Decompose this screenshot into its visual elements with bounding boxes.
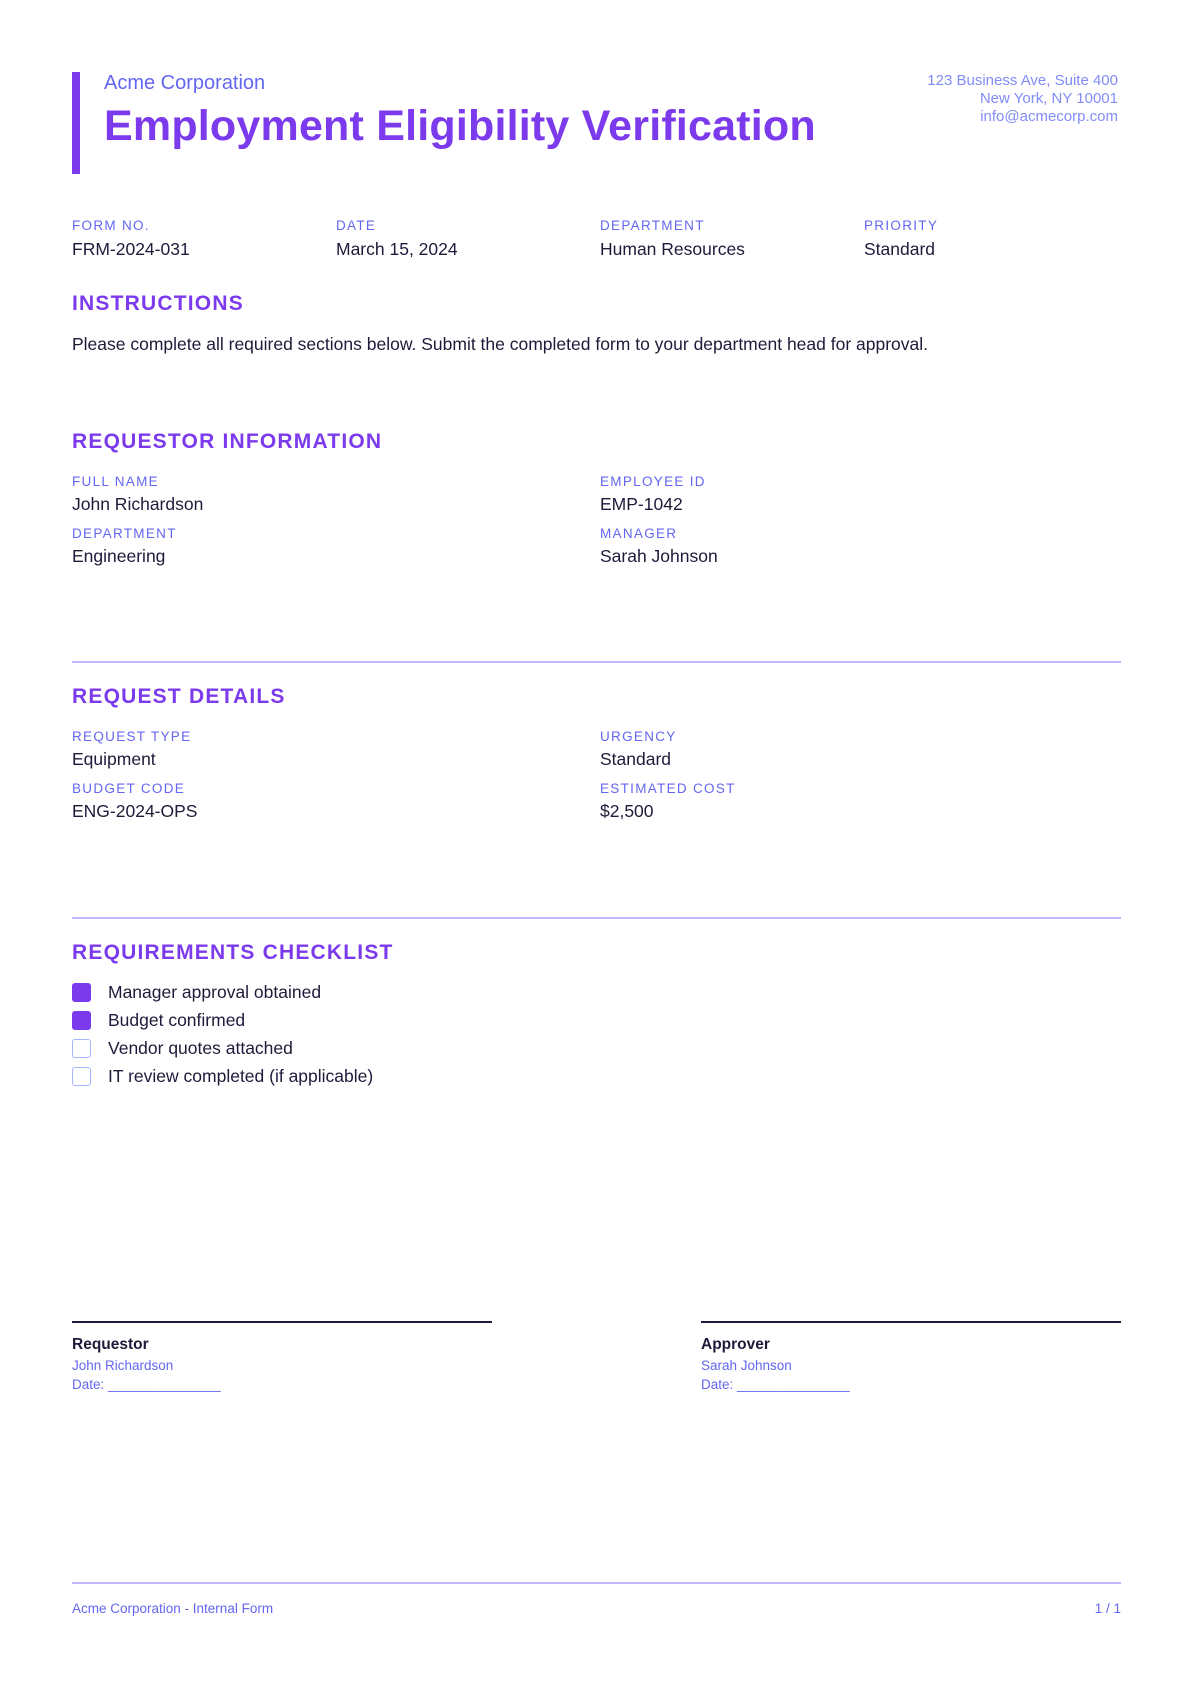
address-line-1: 123 Business Ave, Suite 400 (927, 72, 1118, 89)
meta-form-no (72, 218, 190, 260)
instructions-text: Please complete all required sections below. Submit the completed form to your department head for approval. (72, 334, 929, 354)
approver-signature-name: Sarah Johnson (701, 1358, 792, 1373)
priority-value: Standard (864, 239, 936, 259)
requestor-department-value: Engineering (72, 546, 166, 566)
meta-department-value: Human Resources (600, 239, 745, 259)
checklist-item[interactable] (72, 1062, 373, 1090)
manager-value: Sarah Johnson (600, 546, 718, 566)
instructions-heading: INSTRUCTIONS (72, 292, 244, 315)
full-name-label: FULL NAME (72, 474, 159, 489)
requestor-department-label: DEPARTMENT (72, 526, 177, 541)
address-line-2: New York, NY 10001 (979, 90, 1118, 107)
requestor-signature-date[interactable]: Date: _______________ (72, 1377, 221, 1392)
checkbox[interactable] (72, 1039, 91, 1058)
signature-line[interactable] (701, 1321, 1121, 1323)
request-details-heading: REQUEST DETAILS (72, 685, 286, 708)
approver-signature-role: Approver (701, 1336, 770, 1353)
request-type-label: REQUEST TYPE (72, 729, 192, 744)
employee-id-value: EMP-1042 (600, 494, 683, 514)
section-divider (72, 661, 1121, 663)
date-label: DATE (336, 218, 377, 233)
signature-line[interactable] (72, 1321, 492, 1323)
checklist-item-label: Manager approval obtained (108, 981, 322, 1002)
company-email[interactable]: info@acmecorp.com (980, 108, 1118, 125)
urgency-value: Standard (600, 749, 672, 769)
checklist-item[interactable] (72, 1006, 373, 1034)
requestor-signature-block (72, 1321, 492, 1392)
full-name-value: John Richardson (72, 494, 204, 514)
company-name: Acme Corporation (104, 72, 266, 94)
footer-text: Acme Corporation - Internal Form (72, 1601, 274, 1616)
requirements-checklist (72, 978, 373, 1090)
page-number: 1 / 1 (1094, 1601, 1121, 1616)
form-no-label: FORM NO. (72, 218, 150, 233)
date-value: March 15, 2024 (336, 239, 458, 259)
requestor-heading: REQUESTOR INFORMATION (72, 430, 383, 453)
checklist-heading: REQUIREMENTS CHECKLIST (72, 941, 394, 964)
full-name-field (72, 474, 203, 515)
checklist-item-label: Vendor quotes attached (108, 1037, 293, 1058)
urgency-field (600, 729, 677, 770)
employee-id-label: EMPLOYEE ID (600, 474, 706, 489)
estimated-cost-label: ESTIMATED COST (600, 781, 736, 796)
request-type-value: Equipment (72, 749, 156, 769)
meta-date (336, 218, 458, 260)
checkbox[interactable] (72, 983, 91, 1002)
document-title: Employment Eligibility Verification (104, 102, 816, 150)
approver-signature-date[interactable]: Date: _______________ (701, 1377, 850, 1392)
meta-priority (864, 218, 938, 260)
section-divider (72, 917, 1121, 919)
form-no-value: FRM-2024-031 (72, 239, 190, 259)
requestor-department-field (72, 526, 177, 567)
checklist-item-label: Budget confirmed (108, 1009, 246, 1030)
checklist-item[interactable] (72, 978, 373, 1006)
estimated-cost-value: $2,500 (600, 801, 654, 821)
budget-code-field (72, 781, 197, 822)
meta-department-label: DEPARTMENT (600, 218, 705, 233)
urgency-label: URGENCY (600, 729, 677, 744)
company-address (927, 72, 1118, 126)
request-type-field (72, 729, 191, 770)
checklist-item[interactable] (72, 1034, 373, 1062)
checkbox[interactable] (72, 1011, 91, 1030)
manager-field (600, 526, 718, 567)
manager-label: MANAGER (600, 526, 678, 541)
footer-divider (72, 1582, 1121, 1584)
header-accent-bar (72, 72, 80, 174)
meta-department (600, 218, 745, 260)
requestor-signature-name: John Richardson (72, 1358, 174, 1373)
checklist-item-label: IT review completed (if applicable) (108, 1065, 374, 1086)
checkbox[interactable] (72, 1067, 91, 1086)
budget-code-label: BUDGET CODE (72, 781, 186, 796)
budget-code-value: ENG-2024-OPS (72, 801, 198, 821)
estimated-cost-field (600, 781, 736, 822)
priority-label: PRIORITY (864, 218, 939, 233)
employee-id-field (600, 474, 706, 515)
approver-signature-block (701, 1321, 1121, 1392)
requestor-signature-role: Requestor (72, 1336, 149, 1353)
